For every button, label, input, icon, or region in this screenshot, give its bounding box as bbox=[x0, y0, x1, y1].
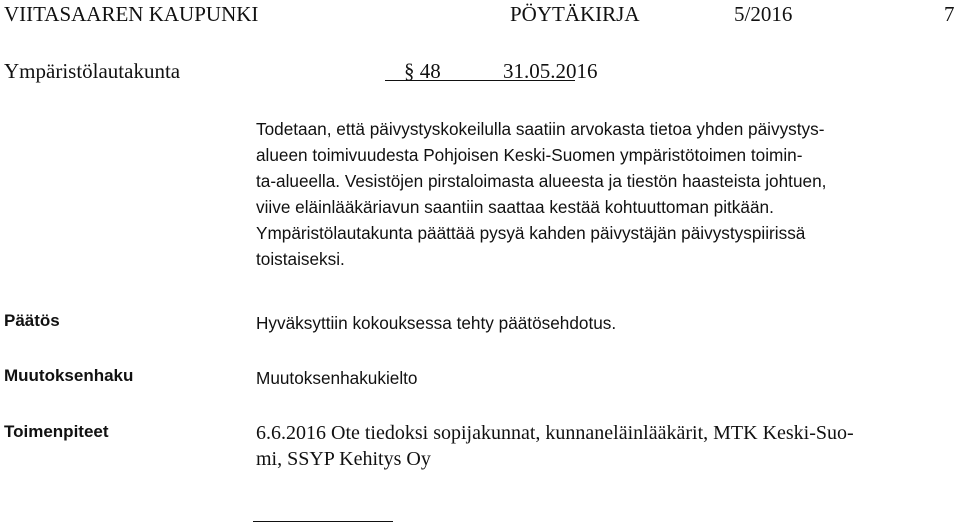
actions-text bbox=[256, 420, 854, 472]
actions-line: 6.6.2016 Ote tiedoksi sopijakunnat, kunnaneläinlääkärit, MTK Keski-Suo- bbox=[256, 422, 854, 444]
header-underline bbox=[385, 80, 575, 81]
meeting-date: 31.05.2016 bbox=[503, 59, 598, 83]
decision-label: Päätös bbox=[4, 311, 60, 330]
section-number: 48 bbox=[419, 59, 441, 83]
paragraph-line: Todetaan, että päivystyskokeilulla saatiin arvokasta tietoa yhden päivystys- bbox=[256, 119, 825, 139]
paragraph-line: Ympäristölautakunta päättää pysyä kahden päivystäjän päivystyspiirissä bbox=[256, 223, 806, 243]
appeal-label: Muutoksenhaku bbox=[4, 366, 134, 385]
paragraph-line: alueen toimivuudesta Pohjoisen Keski-Suomen ympäristötoimen toimin- bbox=[256, 145, 803, 165]
decision-text: Hyväksyttiin kokouksessa tehty päätösehdotus. bbox=[256, 313, 617, 333]
committee-name: Ympäristölautakunta bbox=[4, 59, 181, 83]
paragraph-line: ta-alueella. Vesistöjen pirstaloimasta alueesta ja tiestön haasteista johtuen, bbox=[256, 171, 827, 191]
appeal-text: Muutoksenhakukielto bbox=[256, 368, 418, 388]
signature-line bbox=[253, 521, 393, 522]
issue-number: 5/2016 bbox=[734, 2, 793, 26]
actions-line: mi, SSYP Kehitys Oy bbox=[256, 448, 431, 470]
actions-label: Toimenpiteet bbox=[4, 422, 109, 441]
section-reference bbox=[404, 61, 441, 82]
page-number: 7 bbox=[944, 2, 955, 26]
main-paragraph bbox=[256, 116, 826, 272]
paragraph-line: toistaiseksi. bbox=[256, 249, 345, 269]
document-type: PÖYTÄKIRJA bbox=[510, 2, 640, 26]
paragraph-line: viive eläinlääkäriavun saantiin saattaa kestää kohtuuttoman pitkään. bbox=[256, 197, 774, 217]
organization-name: VIITASAAREN KAUPUNKI bbox=[4, 2, 259, 26]
section-symbol: § bbox=[404, 59, 415, 83]
